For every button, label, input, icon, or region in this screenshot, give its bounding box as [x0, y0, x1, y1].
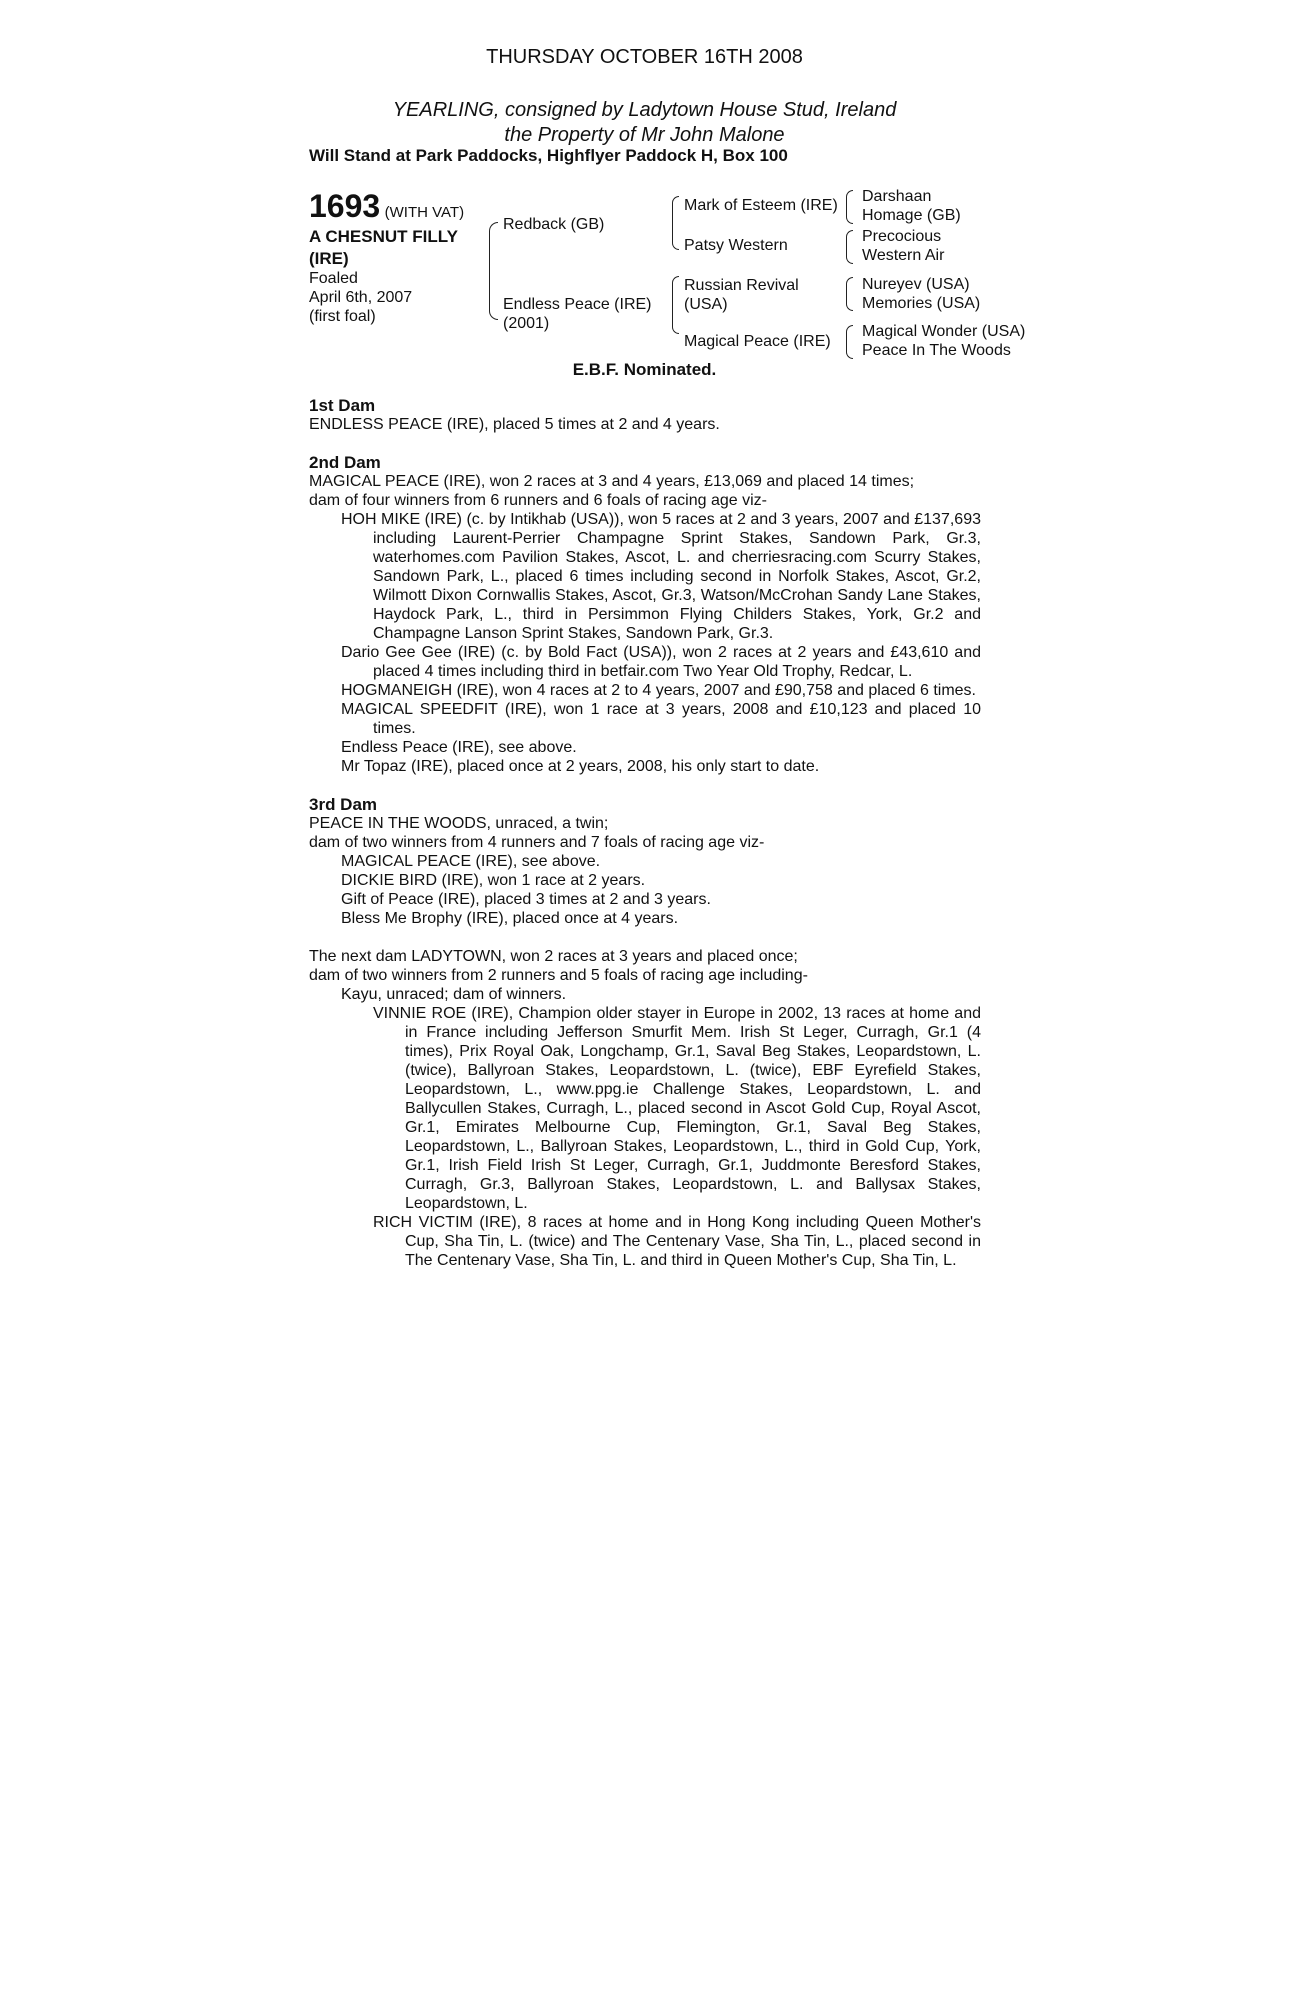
pedigree-ssd: Homage (GB): [862, 207, 961, 224]
pedigree-dam: Endless Peace (IRE): [503, 296, 652, 313]
next-dam-produce-intro: dam of two winners from 2 runners and 5 foals of racing age including-: [309, 967, 808, 984]
lot-title-1: A CHESNUT FILLY: [309, 227, 458, 246]
produce-entry: MAGICAL PEACE (IRE), see above.: [341, 853, 601, 870]
produce-entry: VINNIE ROE (IRE), Champion older stayer in Europe in 2002, 13 races at home and in France including Jefferson Smurfit Mem. Irish St Leger, Curragh, Gr.1 (4 times), Prix Royal Oak, Longchamp, Gr.1, Saval Beg Stakes, Leopardstown, L. (twice), Ballyroan Stakes, Leopardstown, L. (twice), EBF Eyrefield Stakes, Leopardstown, L., www.ppg.ie Challenge Stakes, Leopardstown, L. and Ballycullen Stakes, Curragh, L., placed second in Ascot Gold Cup, Royal Ascot, Gr.1, Emirates Melbourne Cup, Flemington, Gr.1, Saval Beg Stakes, Leopardstown, L., Ballyroan Stakes, Leopardstown, L., third in Gold Cup, York, Gr.1, Irish Field Irish St Leger, Curragh, Gr.1, Juddmonte Beresford Stakes, Curragh, Gr.3, Ballyroan Stakes, Leopardstown, L. and Ballysax Stakes, Leopardstown, L.: [373, 1005, 981, 1212]
pedigree-brace: [846, 325, 853, 359]
produce-entry: MAGICAL SPEEDFIT (IRE), won 1 race at 3 years, 2008 and £10,123 and placed 10 times.: [341, 701, 981, 737]
pedigree-ddd: Peace In The Woods: [862, 342, 1011, 359]
produce-entry: DICKIE BIRD (IRE), won 1 race at 2 years.: [341, 872, 646, 889]
produce-entry: RICH VICTIM (IRE), 8 races at home and in Hong Kong including Queen Mother's Cup, Sha Tin, L. (twice) and The Centenary Vase, Sha Tin, L., placed second in The Centenary Vase, Sha Tin, L. and third in Queen Mother's Cup, Sha Tin, L.: [373, 1214, 981, 1269]
pedigree-dds: Magical Wonder (USA): [862, 323, 1026, 340]
pedigree-sdd: Western Air: [862, 247, 945, 264]
lot-title-2: (IRE): [309, 249, 349, 268]
foaled-date: April 6th, 2007: [309, 289, 413, 306]
produce-entry: Endless Peace (IRE), see above.: [341, 739, 577, 756]
pedigree-sds: Precocious: [862, 228, 942, 245]
second-dam-produce-intro: dam of four winners from 6 runners and 6 foals of racing age viz-: [309, 492, 767, 509]
pedigree-brace: [672, 196, 679, 250]
pedigree-sss: Darshaan: [862, 188, 932, 205]
foaled-label: Foaled: [309, 270, 358, 287]
vat-note: (WITH VAT): [384, 204, 465, 221]
first-dam-heading: 1st Dam: [309, 396, 376, 415]
lot-info: [309, 188, 479, 326]
pedigree-notes: [309, 396, 981, 1270]
pedigree-sire: Redback (GB): [503, 216, 605, 233]
pedigree-ds-2: (USA): [684, 296, 728, 313]
pedigree-brace: [846, 190, 853, 224]
produce-entry: HOGMANEIGH (IRE), won 4 races at 2 to 4 years, 2007 and £90,758 and placed 6 times.: [341, 682, 976, 699]
second-dam-line: MAGICAL PEACE (IRE), won 2 races at 3 and 4 years, £13,069 and placed 14 times;: [309, 473, 915, 490]
produce-entry: HOH MIKE (IRE) (c. by Intikhab (USA)), won 5 races at 2 and 3 years, 2007 and £137,693 including Laurent-Perrier Champagne Sprint Stakes, Sandown Park, Gr.3, waterhomes.com Pavilion Stakes, Ascot, L. and cherriesracing.com Scurry Stakes, Sandown Park, L., placed 6 times including second in Norfolk Stakes, Ascot, Gr.2, Wilmott Dixon Cornwallis Stakes, Ascot, Gr.3, Watson/McCrohan Sandy Lane Stakes, Haydock Park, L., third in Persimmon Flying Childers Stakes, York, Gr.2 and Champagne Lanson Sprint Stakes, Sandown Park, Gr.3.: [341, 511, 981, 642]
pedigree-sd: Patsy Western: [684, 237, 788, 254]
pedigree-dss: Nureyev (USA): [862, 276, 970, 293]
pedigree-brace: [846, 230, 853, 264]
pedigree-ds: Russian Revival: [684, 277, 799, 294]
pedigree-brace: [846, 277, 853, 311]
produce-entry: Dario Gee Gee (IRE) (c. by Bold Fact (USA)), won 2 races at 2 years and £43,610 and placed 4 times including third in betfair.com Two Year Old Trophy, Redcar, L.: [341, 644, 981, 680]
third-dam-produce-intro: dam of two winners from 4 runners and 7 foals of racing age viz-: [309, 834, 765, 851]
first-dam-text: ENDLESS PEACE (IRE), placed 5 times at 2 and 4 years.: [309, 416, 720, 433]
produce-entry: Kayu, unraced; dam of winners.: [341, 986, 567, 1003]
pedigree-dd: Magical Peace (IRE): [684, 333, 831, 350]
sale-date: THURSDAY OCTOBER 16TH 2008: [486, 46, 803, 68]
pedigree-dam-year: (2001): [503, 315, 550, 332]
produce-entry: Mr Topaz (IRE), placed once at 2 years, 2008, his only start to date.: [341, 758, 820, 775]
produce-entry: Gift of Peace (IRE), placed 3 times at 2 and 3 years.: [341, 891, 711, 908]
second-dam-heading: 2nd Dam: [309, 453, 381, 472]
next-dam-line: The next dam LADYTOWN, won 2 races at 3 years and placed once;: [309, 948, 798, 965]
pedigree-dsd: Memories (USA): [862, 295, 981, 312]
produce-entry: Bless Me Brophy (IRE), placed once at 4 years.: [341, 910, 679, 927]
consignor-line: YEARLING, consigned by Ladytown House Stud, Ireland: [392, 99, 897, 121]
lot-number: 1693: [309, 188, 381, 224]
ebf-note: E.B.F. Nominated.: [572, 360, 717, 379]
stand-location: Will Stand at Park Paddocks, Highflyer Paddock H, Box 100: [309, 146, 788, 165]
consignor-block: [0, 98, 1289, 148]
pedigree-brace: [489, 222, 498, 320]
third-dam-line: PEACE IN THE WOODS, unraced, a twin;: [309, 815, 609, 832]
foal-note: (first foal): [309, 308, 376, 325]
third-dam-heading: 3rd Dam: [309, 795, 378, 814]
property-line: the Property of Mr John Malone: [504, 124, 785, 146]
pedigree-ss: Mark of Esteem (IRE): [684, 197, 838, 214]
pedigree-brace: [672, 276, 679, 334]
